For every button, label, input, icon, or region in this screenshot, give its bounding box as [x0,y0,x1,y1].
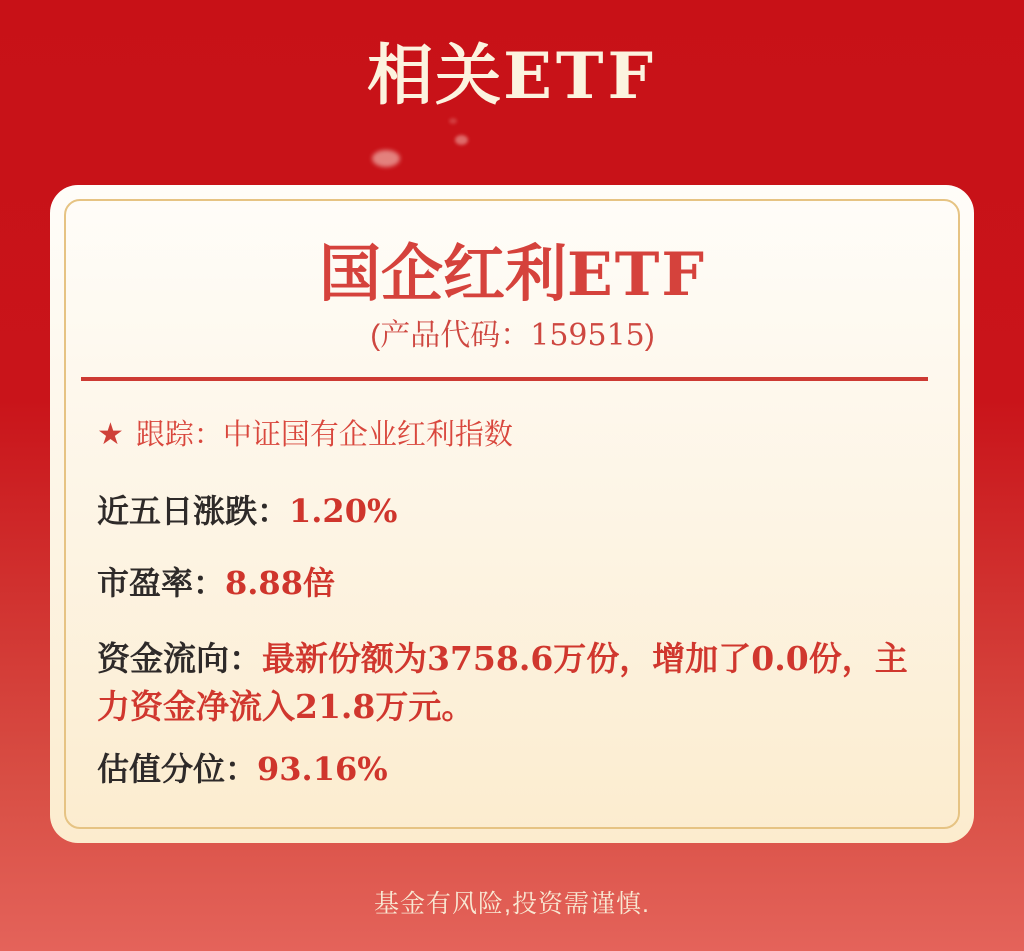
etf-info-card [50,185,974,843]
etf-name-cn: 国企红利 [319,240,568,309]
five-day-change-row [97,489,928,533]
star-icon: ★ [97,418,124,451]
five-day-change-label: 近五日涨跌： [97,493,290,529]
valuation-percentile-row [97,747,928,791]
decor-dot [455,135,468,145]
tracking-index-row [97,415,928,455]
page-title-cn: 相关 [367,38,504,112]
decor-dot [372,150,400,167]
valuation-percentile-value: 93.16% [257,750,388,788]
page-title-etf: ETF [503,39,657,114]
etf-name-etf: ETF [567,240,706,310]
pe-ratio-row [97,561,928,605]
risk-disclaimer: 基金有风险,投资需谨慎. [374,890,650,918]
tracking-index-label: 跟踪：中证国有企业红利指数 [135,419,513,451]
valuation-percentile-label: 估值分位： [97,751,258,787]
pe-ratio-value: 8.88倍 [225,564,335,602]
gold-frame [64,199,960,829]
five-day-change-value: 1.20% [289,492,398,530]
decor-dot [449,118,457,124]
fund-flow-label: 资金流向： [97,640,262,677]
pe-ratio-label: 市盈率： [97,565,226,601]
etf-name [97,241,928,309]
page-title [0,36,1024,116]
product-code: (产品代码：159515) [370,318,655,353]
fund-flow-value: 最新份额为3758.6万份，增加了0.0份，主力资金净流入21.8万元。 [97,639,908,726]
fund-flow-row [97,635,928,731]
divider [81,377,928,381]
